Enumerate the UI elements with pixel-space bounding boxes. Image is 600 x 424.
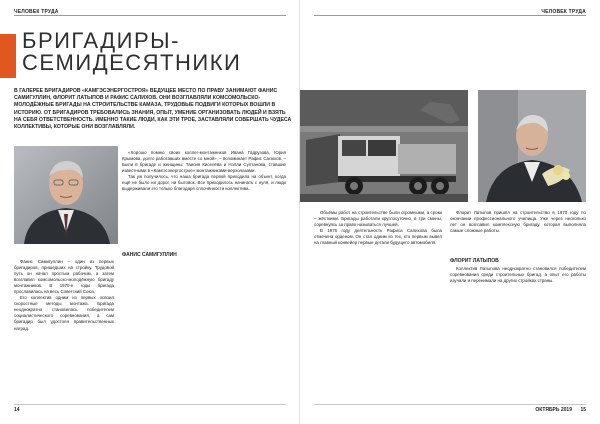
page-number-left: 14 <box>14 407 20 413</box>
header-rule-left <box>14 15 286 16</box>
text-column-4 <box>450 266 586 398</box>
article-lead: В ГАЛЕРЕЕ БРИГАДИРОВ «КАМГЭСЭНЕРГОСТРОЯ» ВЕДУЩЕЕ МЕСТО ПО ПРАВУ ЗАНИМАЮТ ФАНИС САМИГУЛЛИН, ФЛОРИТ ЛАТЫПОВ И РАФИС САЛИХОВ. ОНИ ВОЗГЛАВЛЯЛИ КОМСОМОЛЬСКО-МОЛОДЁЖНЫЕ БРИГАДЫ НА СТРОИТЕЛЬСТВЕ КАМАЗА, ТРУДОВЫЕ ПОДВИГИ КОТОРЫХ ВОШЛИ В ИСТОРИЮ. ОТ БРИГАДИРОВ ТРЕБОВАЛИСЬ ЗНАНИЯ, ОПЫТ, УМЕНИЕ ОРГАНИЗОВАТЬ ЛЮДЕЙ И ВЗЯТЬ НА СЕБЯ ОТВЕТСТВЕННОСТЬ. ИМЕННО ТАКИЕ ЛЮДИ, КАК ЭТИ ТРОЕ, ЗАСТАВЛЯЛИ СОВЕРШАТЬ ЧУДЕСА КОЛЛЕКТИВЫ, КОТОРЫЕ ОНИ ВОЗГЛАВЛЯЛИ. <box>14 88 292 131</box>
header-rule-right <box>314 15 586 16</box>
right-page <box>300 0 600 424</box>
column-1-paragraph-1: Фанис Самигуллин – один из первых бригадиров, пришедших на стройку. Трудовой путь он начал простым рабочим, а затем возглавил комсомольско-молодёжную бригаду монтажников. В 1970-е годы бригада прославилась на весь Советский Союз. <box>14 259 114 295</box>
text-column-2 <box>122 150 286 398</box>
portrait-photo-1 <box>14 146 118 244</box>
truck-photo <box>300 90 468 202</box>
caption-person-2: ФЛОРИТ ЛАТЫПОВ <box>450 258 499 264</box>
portrait-photo-2 <box>478 90 586 202</box>
title-line-2: СЕМИДЕСЯТНИКИ <box>22 50 242 75</box>
section-tag-right: ЧЕЛОВЕК ТРУДА <box>541 9 586 15</box>
portrait-2-image <box>478 90 586 202</box>
column-1-paragraph-2: Его коллектив одним из первых освоил скоростные методы монтажа. Бригада неоднократно становилась победителем социалистического соревнования, а сам бригадир был удостоен правительственных наград. <box>14 295 114 331</box>
column-2-paragraph-2: Так уж получилось, что наша бригада первой приходила на объект, когда ещё не было ни дорог, ни бытовок. Все приходилось начинать с нуля, и люди выдерживали это только благодаря сплочённости коллектива. <box>122 174 286 192</box>
article-title <box>22 30 241 74</box>
portrait-1-image <box>14 146 118 244</box>
column-3-paragraph-2: В 1976 году деятельность Рафиса Салихова была отмечена орденом. Он стал одним из тех, кто первым вывел на главный конвейер первые детали будущего автомобиля. <box>314 228 442 246</box>
text-column-4-top <box>450 210 586 254</box>
title-accent-bar <box>0 34 16 78</box>
section-tag-left: ЧЕЛОВЕК ТРУДА <box>14 9 59 15</box>
truck-image <box>300 90 468 202</box>
text-column-1 <box>14 259 114 399</box>
footer-rule-right <box>314 404 586 405</box>
footer-rule-left <box>14 404 286 405</box>
page-number-right: 15 <box>580 407 586 413</box>
issue-date: ОКТЯБРЬ 2019 <box>535 407 572 413</box>
caption-person-1: ФАНИС САМИГУЛЛИН <box>122 252 177 258</box>
title-line-1: БРИГАДИРЫ- <box>22 28 180 53</box>
column-4-paragraph-2: Коллектив Латыпова неоднократно становился победителем соревнования среди строительных бригад, а опыт его работы изучали и перенимали на других стройках страны. <box>450 266 586 284</box>
column-3-paragraph-1: Объёмы работ на строительстве были огромными, а сроки – жёсткими. Бригады работали круглосуточно, в три смены, соревнуясь за право называться лучшей. <box>314 210 442 228</box>
text-column-3 <box>314 210 442 398</box>
column-4-paragraph-1: Флорит Латыпов пришёл на строительство в 1970 году по окончании профессионального училища. Уже через несколько лет он возглавил комплексную бригаду, которая выполняла самые сложные работы. <box>450 210 586 234</box>
column-2-paragraph-1: «Хорошо помню своих коллег-монтажников Ивана Гадрузова, Юрия Крымова, долго работавших вместе со мной», – вспоминает Рафис Салихов. – Были в бригаде и женщины: Таисия Киселёва и Нэлли Султанова, ставшие известными в «Камгэсэнергострое» монтажниками-верхолазами. <box>122 150 286 174</box>
